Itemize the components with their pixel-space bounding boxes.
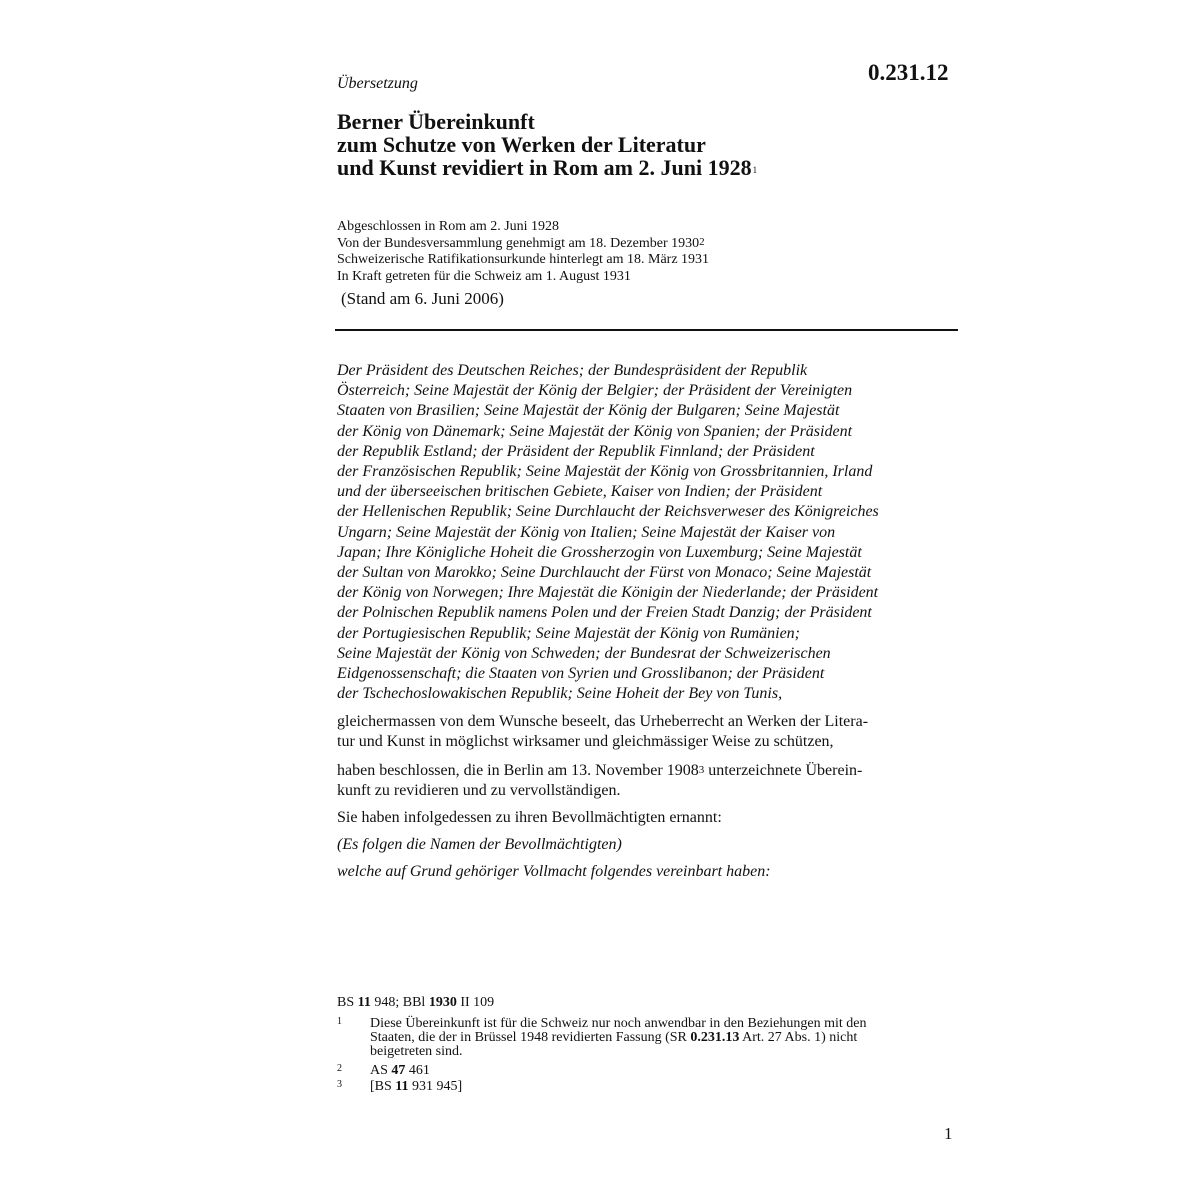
preamble-line: der Hellenischen Republik; Seine Durchlaucht der Reichsverweser des Königreiches	[337, 503, 879, 521]
preamble-line: der König von Dänemark; Seine Majestät der König von Spanien; der Präsident	[337, 422, 853, 440]
source-reference	[337, 995, 494, 1011]
preamble-line: der König von Norwegen; Ihre Majestät die Königin der Niederlande; der Präsident	[337, 584, 879, 602]
preamble-line: Staaten von Brasilien; Seine Majestät der König der Bulgaren; Seine Majestät	[337, 402, 840, 420]
source-text: BS	[337, 995, 358, 1010]
body-line: Sie haben infolgedessen zu ihren Bevollmächtigten ernannt:	[337, 809, 722, 826]
footnote-volume: 47	[391, 1063, 406, 1078]
preamble-line: und der überseeischen britischen Gebiete, Kaiser von Indien; der Präsident	[337, 483, 823, 501]
footnote-sr-ref: 0.231.13	[690, 1030, 740, 1045]
source-text: II 109	[456, 995, 495, 1010]
preamble-line: der Polnischen Republik namens Polen und der Freien Stadt Danzig; der Präsident	[337, 604, 872, 622]
footnote-line: beigetreten sind.	[370, 1044, 463, 1059]
preamble-line: Seine Majestät der König von Schweden; der Bundesrat der Schweizerischen	[337, 644, 831, 662]
preamble-line: der Sultan von Marokko; Seine Durchlaucht der Fürst von Monaco; Seine Majestät	[337, 564, 872, 582]
footnote-marker: 1	[752, 165, 758, 175]
preamble-line: der Tschechoslowakischen Republik; Seine Hoheit der Bey von Tunis,	[337, 685, 783, 703]
document-title	[337, 110, 937, 179]
body-line: (Es folgen die Namen der Bevollmächtigten)	[337, 836, 622, 853]
footnote-line	[370, 1031, 960, 1045]
preamble-line: Ungarn; Seine Majestät der König von Italien; Seine Majestät der Kaiser von	[337, 523, 836, 541]
history-approved	[337, 236, 957, 253]
body-line	[337, 761, 957, 781]
preamble-line: Eidgenossenschaft; die Staaten von Syrien und Grosslibanon; der Präsident	[337, 665, 825, 683]
preamble-line: Der Präsident des Deutschen Reiches; der Bundespräsident der Republik	[337, 362, 808, 379]
body-paragraph-names-note	[337, 835, 957, 855]
body-line: tur und Kunst in möglichst wirksamer und gleichmässiger Weise zu schützen,	[337, 733, 834, 750]
body-line-text: haben beschlossen, die in Berlin am 13. November 1908	[337, 762, 699, 779]
header-divider	[335, 329, 958, 331]
footnote-1	[337, 1017, 957, 1063]
preamble-line: Österreich; Seine Majestät der König der Belgier; der Präsident der Vereinigten	[337, 382, 853, 400]
footnote-text	[370, 1064, 960, 1078]
title-line: zum Schutze von Werken der Literatur	[337, 132, 706, 157]
footnote-line-text: Staaten, die der in Brüssel 1948 revidierten Fassung (SR	[370, 1030, 691, 1045]
preamble-line: Japan; Ihre Königliche Hoheit die Grossherzogin von Luxemburg; Seine Majestät	[337, 543, 862, 561]
footnote-3	[337, 1080, 957, 1094]
footnote-number: 1	[337, 1016, 342, 1027]
footnote-line-text: 931 945]	[408, 1079, 463, 1094]
footnote-2	[337, 1064, 957, 1078]
body-line: gleichermassen von dem Wunsche beseelt, das Urheberrecht an Werken der Litera-	[337, 713, 869, 730]
sr-number: 0.231.12	[868, 60, 949, 85]
title-line-text: und Kunst revidiert in Rom am 2. Juni 1928	[337, 155, 752, 180]
body-paragraph-agreement	[337, 862, 957, 882]
footnote-volume: 11	[395, 1079, 409, 1094]
body-paragraph-resolution	[337, 761, 957, 801]
page-number: 1	[944, 1124, 953, 1143]
footnote-line-text: Art. 27 Abs. 1) nicht	[739, 1030, 858, 1045]
history-block	[337, 219, 957, 285]
history-ratification: Schweizerische Ratifikationsurkunde hinterlegt am 18. März 1931	[337, 252, 710, 267]
footnote-text	[370, 1080, 960, 1094]
body-line-text: unterzeichnete Überein-	[704, 762, 863, 779]
title-line	[337, 156, 937, 179]
preamble-line: der Portugiesischen Republik; Seine Majestät der König von Rumänien;	[337, 624, 801, 642]
source-text: 948; BBl	[370, 995, 429, 1010]
body-line: welche auf Grund gehöriger Vollmacht folgendes vereinbart haben:	[337, 863, 771, 880]
history-concluded: Abgeschlossen in Rom am 2. Juni 1928	[337, 219, 560, 234]
footnote-line: Diese Übereinkunft ist für die Schweiz nur noch anwendbar in den Beziehungen mit den	[370, 1016, 867, 1031]
footnote-number: 2	[337, 1063, 342, 1074]
footnote-line-text: 461	[405, 1063, 430, 1078]
status-date: (Stand am 6. Juni 2006)	[341, 289, 504, 308]
footnote-marker: 2	[699, 235, 705, 248]
footnote-line-text: AS	[370, 1063, 392, 1078]
footnote-text	[370, 1017, 960, 1059]
source-volume: 11	[357, 995, 371, 1010]
preamble	[337, 361, 957, 704]
body-paragraph-plenipotentiaries	[337, 808, 957, 828]
document-type: Übersetzung	[337, 75, 418, 92]
source-year: 1930	[428, 995, 457, 1010]
history-approved-text: Von der Bundesversammlung genehmigt am 18. Dezember 1930	[337, 235, 700, 251]
footnote-marker: 3	[698, 764, 705, 776]
preamble-line: der Republik Estland; der Präsident der Republik Finnland; der Präsident	[337, 442, 815, 460]
body-line: kunft zu revidieren und zu vervollständigen.	[337, 782, 621, 799]
body-paragraph-intent	[337, 712, 957, 752]
preamble-line: der Französischen Republik; Seine Majestät der König von Grossbritannien, Irland	[337, 463, 873, 481]
history-in-force: In Kraft getreten für die Schweiz am 1. August 1931	[337, 268, 631, 284]
footnote-line-text: [BS	[370, 1079, 396, 1094]
footnote-number: 3	[337, 1079, 342, 1090]
title-line: Berner Übereinkunft	[337, 109, 535, 134]
